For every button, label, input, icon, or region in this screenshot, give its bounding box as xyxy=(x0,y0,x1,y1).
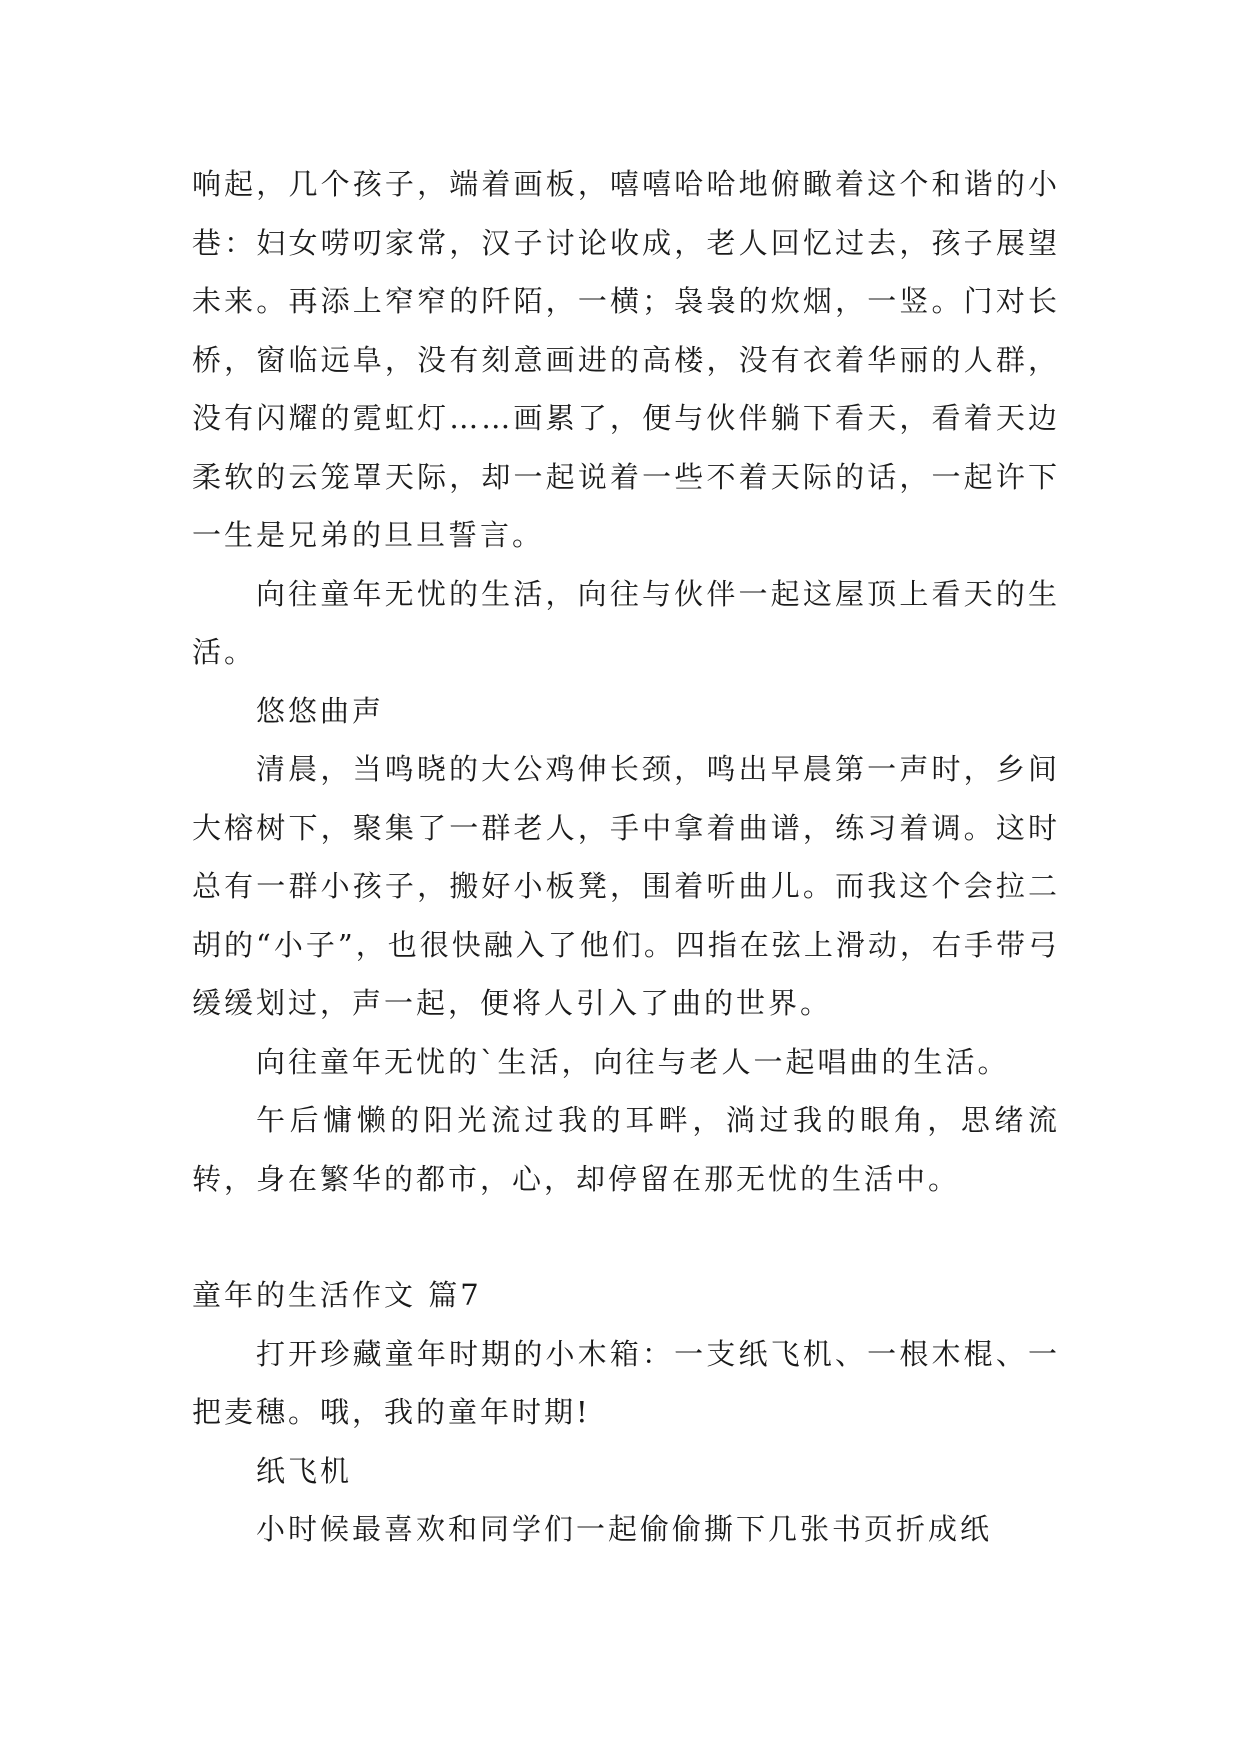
section-subtitle: 纸飞机 xyxy=(256,1453,353,1488)
paragraph: 向往童年无忧的`生活，向往与老人一起唱曲的生活。 xyxy=(256,1044,1010,1079)
paragraph: 向往童年无忧的生活，向往与伙伴一起这屋顶上看天的生活。 xyxy=(192,576,1060,669)
section-subtitle: 悠悠曲声 xyxy=(256,693,385,728)
paragraph: 响起，几个孩子，端着画板，嘻嘻哈哈地俯瞰着这个和谐的小巷：妇女唠叨家常，汉子讨论收成，老人回忆过去，孩子展望未来。再添上窄窄的阡陌，一横；袅袅的炊烟，一竖。门对长桥，窗临远阜，没有刻意画进的高楼，没有衣着华丽的人群，没有闪耀的霓虹灯……画累了，便与伙伴躺下看天，看着天边柔软的云笼罩天际，却一起说着一些不着天际的话，一起许下一生是兄弟的旦旦誓言。 xyxy=(192,167,1060,552)
paragraph: 小时候最喜欢和同学们一起偷偷撕下几张书页折成纸 xyxy=(256,1512,993,1546)
paragraph: 打开珍藏童年时期的小木箱：一支纸飞机、一根木棍、一把麦穗。哦，我的童年时期! xyxy=(192,1336,1060,1429)
essay-heading: 童年的生活作文 篇7 xyxy=(192,1278,482,1312)
document-body xyxy=(192,155,1060,1559)
paragraph: 午后慵懒的阳光流过我的耳畔，淌过我的眼角，思绪流转，身在繁华的都市，心，却停留在那无忧的生活中。 xyxy=(192,1103,1060,1196)
section-gap xyxy=(192,1208,1060,1266)
paragraph: 清晨，当鸣晓的大公鸡伸长颈，鸣出早晨第一声时，乡间大榕树下，聚集了一群老人，手中拿着曲谱，练习着调。这时总有一群小孩子，搬好小板凳，围着听曲儿。而我这个会拉二胡的“小子”，也很快融入了他们。四指在弦上滑动，右手带弓缓缓划过，声一起，便将人引入了曲的世界。 xyxy=(192,752,1060,1020)
